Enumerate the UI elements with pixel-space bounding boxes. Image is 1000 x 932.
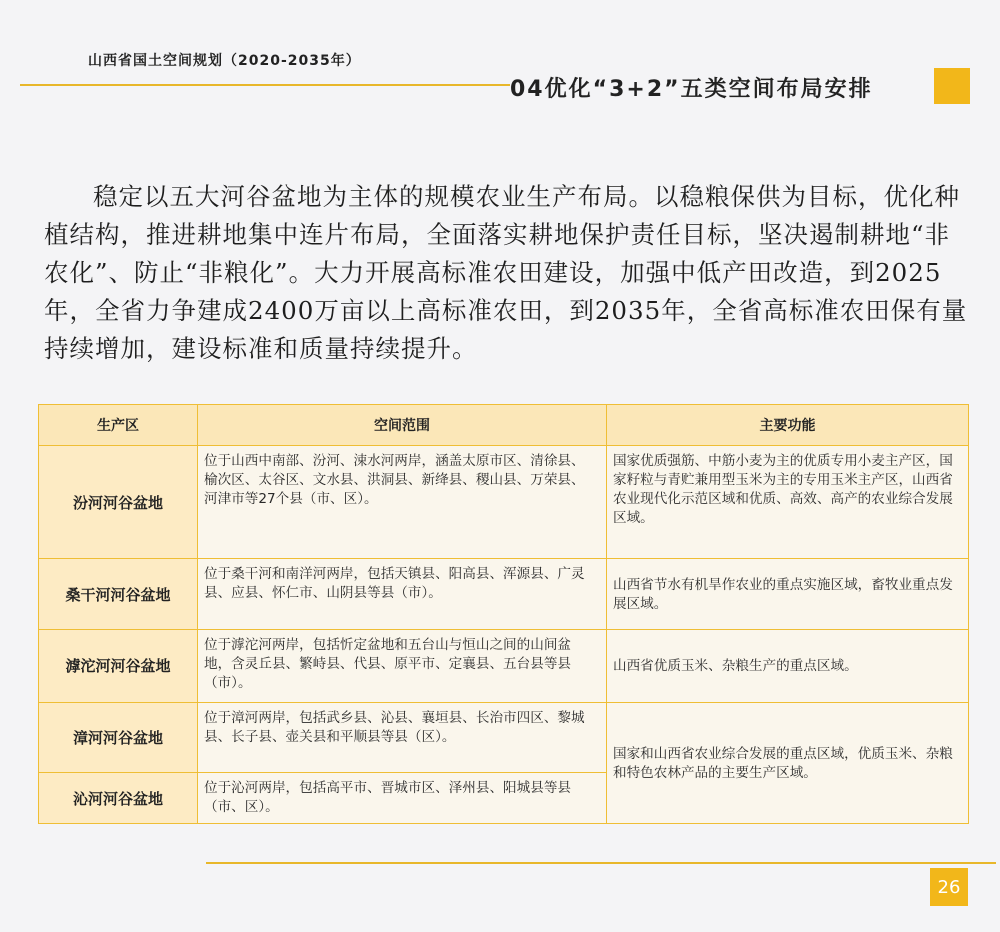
header-region: 生产区 bbox=[39, 405, 198, 446]
section-marker-square bbox=[934, 68, 970, 104]
function-cell: 山西省优质玉米、杂粮生产的重点区域。 bbox=[607, 629, 969, 702]
header-scope: 空间范围 bbox=[198, 405, 607, 446]
table-header-row bbox=[39, 405, 969, 446]
function-cell: 山西省节水有机旱作农业的重点实施区域，畜牧业重点发展区域。 bbox=[607, 559, 969, 630]
body-paragraph: 稳定以五大河谷盆地为主体的规模农业生产布局。以稳粮保供为目标，优化种植结构，推进耕地集中连片布局，全面落实耕地保护责任目标，坚决遏制耕地“非农化”、防止“非粮化”。大力开展高标准农田建设，加强中低产田改造，到2025年，全省力争建成2400万亩以上高标准农田，到2035年，全省高标准农田保有量持续增加，建设标准和质量持续提升。 bbox=[44, 182, 968, 363]
document-title: 山西省国土空间规划（2020-2035年） bbox=[88, 53, 361, 69]
region-cell: 漳河河谷盆地 bbox=[39, 702, 198, 773]
region-cell: 汾河河谷盆地 bbox=[39, 446, 198, 559]
table-row bbox=[39, 559, 969, 630]
header-divider bbox=[20, 84, 510, 86]
table-row bbox=[39, 446, 969, 559]
header-function: 主要功能 bbox=[607, 405, 969, 446]
table-row bbox=[39, 702, 969, 773]
production-zone-table bbox=[38, 404, 969, 824]
region-cell: 桑干河河谷盆地 bbox=[39, 559, 198, 630]
scope-cell: 位于山西中南部、汾河、涑水河两岸，涵盖太原市区、清徐县、榆次区、太谷区、文水县、洪洞县、新绛县、稷山县、万荣县、河津市等27个县（市、区）。 bbox=[198, 446, 607, 559]
function-cell: 国家和山西省农业综合发展的重点区域，优质玉米、杂粮和特色农林产品的主要生产区域。 bbox=[607, 702, 969, 823]
page-number: 26 bbox=[930, 868, 968, 906]
region-cell: 滹沱河河谷盆地 bbox=[39, 629, 198, 702]
footer-divider bbox=[206, 862, 996, 864]
function-cell: 国家优质强筋、中筋小麦为主的优质专用小麦主产区，国家籽粒与青贮兼用型玉米为主的专用玉米主产区，山西省农业现代化示范区域和优质、高效、高产的农业综合发展区域。 bbox=[607, 446, 969, 559]
scope-cell: 位于漳河两岸，包括武乡县、沁县、襄垣县、长治市四区、黎城县、长子县、壶关县和平顺县等县（区）。 bbox=[198, 702, 607, 773]
scope-cell: 位于沁河两岸，包括高平市、晋城市区、泽州县、阳城县等县（市、区）。 bbox=[198, 773, 607, 824]
section-title: 04优化“3+2”五类空间布局安排 bbox=[510, 77, 873, 102]
table-row bbox=[39, 629, 969, 702]
scope-cell: 位于滹沱河两岸，包括忻定盆地和五台山与恒山之间的山间盆地，含灵丘县、繁峙县、代县、原平市、定襄县、五台县等县（市）。 bbox=[198, 629, 607, 702]
scope-cell: 位于桑干河和南洋河两岸，包括天镇县、阳高县、浑源县、广灵县、应县、怀仁市、山阴县等县（市）。 bbox=[198, 559, 607, 630]
region-cell: 沁河河谷盆地 bbox=[39, 773, 198, 824]
